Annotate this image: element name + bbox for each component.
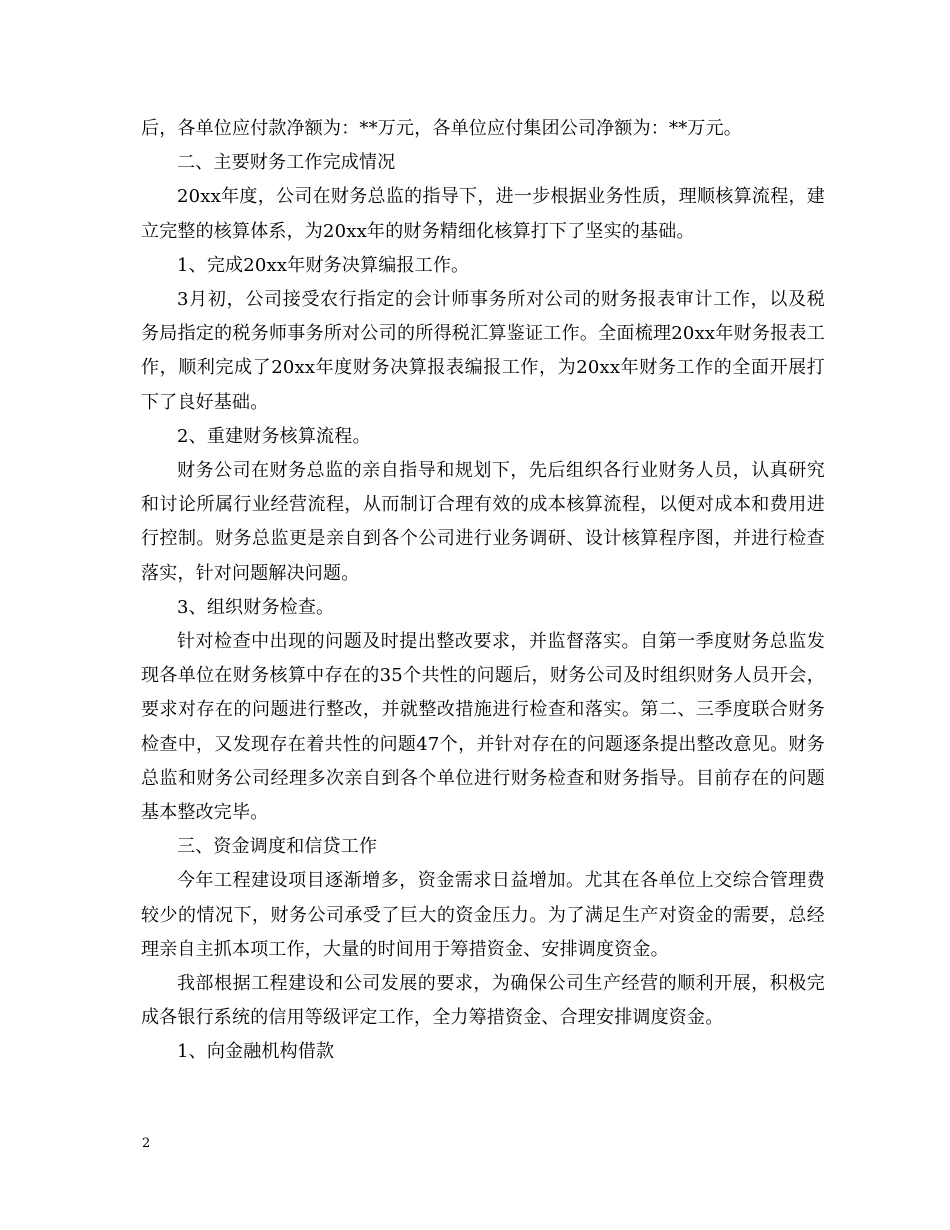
subheading-1-loans: 1、向金融机构借款	[177, 1041, 335, 1063]
page-number: 2	[142, 1136, 151, 1151]
subheading-2: 2、重建财务核算流程。	[177, 425, 371, 447]
paragraph: 财务公司在财务总监的亲自指导和规划下，先后组织各行业财务人员，认真研究和讨论所属行业经营流程，从而制订合理有效的成本核算流程，以便对成本和费用进行控制。财务总监更是亲自到各个公司进行业务调研、设计核算程序图，并进行检查落实，针对问题解决问题。	[141, 460, 825, 584]
paragraph: 针对检查中出现的问题及时提出整改要求，并监督落实。自第一季度财务总监发现各单位在财务核算中存在的35个共性的问题后，财务公司及时组织财务人员开会，要求对存在的问题进行整改，并就整改措施进行检查和落实。第二、三季度联合财务检查中，又发现存在着共性的问题47个，并针对存在的问题逐条提出整改意见。财务总监和财务公司经理多次亲自到各个单位进行财务检查和财务指导。目前存在的问题基本整改完毕。	[141, 631, 825, 824]
subheading-3: 3、组织财务检查。	[177, 596, 335, 618]
paragraph-continuation: 后，各单位应付款净额为：**万元，各单位应付集团公司净额为：**万元。	[141, 118, 742, 139]
subheading-1: 1、完成20xx年财务决算编报工作。	[177, 254, 470, 276]
paragraph: 今年工程建设项目逐渐增多，资金需求日益增加。尤其在各单位上交综合管理费较少的情况下，财务公司承受了巨大的资金压力。为了满足生产对资金的需要，总经理亲自主抓本项工作，大量的时间用于筹措资金、安排调度资金。	[141, 870, 825, 960]
paragraph: 我部根据工程建设和公司发展的要求，为确保公司生产经营的顺利开展，积极完成各银行系统的信用等级评定工作，全力筹措资金、合理安排调度资金。	[141, 973, 825, 1029]
paragraph: 3月初，公司接受农行指定的会计师事务所对公司的财务报表审计工作，以及税务局指定的税务师事务所对公司的所得税汇算鉴证工作。全面梳理20xx年财务报表工作，顺利完成了20xx年度财务决算报表编报工作，为20xx年财务工作的全面开展打下了良好基础。	[141, 289, 825, 413]
section-heading-3: 三、资金调度和信贷工作	[177, 836, 378, 858]
body-text	[141, 112, 825, 1070]
paragraph: 20xx年度，公司在财务总监的指导下，进一步根据业务性质，理顺核算流程，建立完整的核算体系，为20xx年的财务精细化核算打下了坚实的基础。	[141, 186, 825, 242]
section-heading-2: 二、主要财务工作完成情况	[177, 152, 396, 174]
